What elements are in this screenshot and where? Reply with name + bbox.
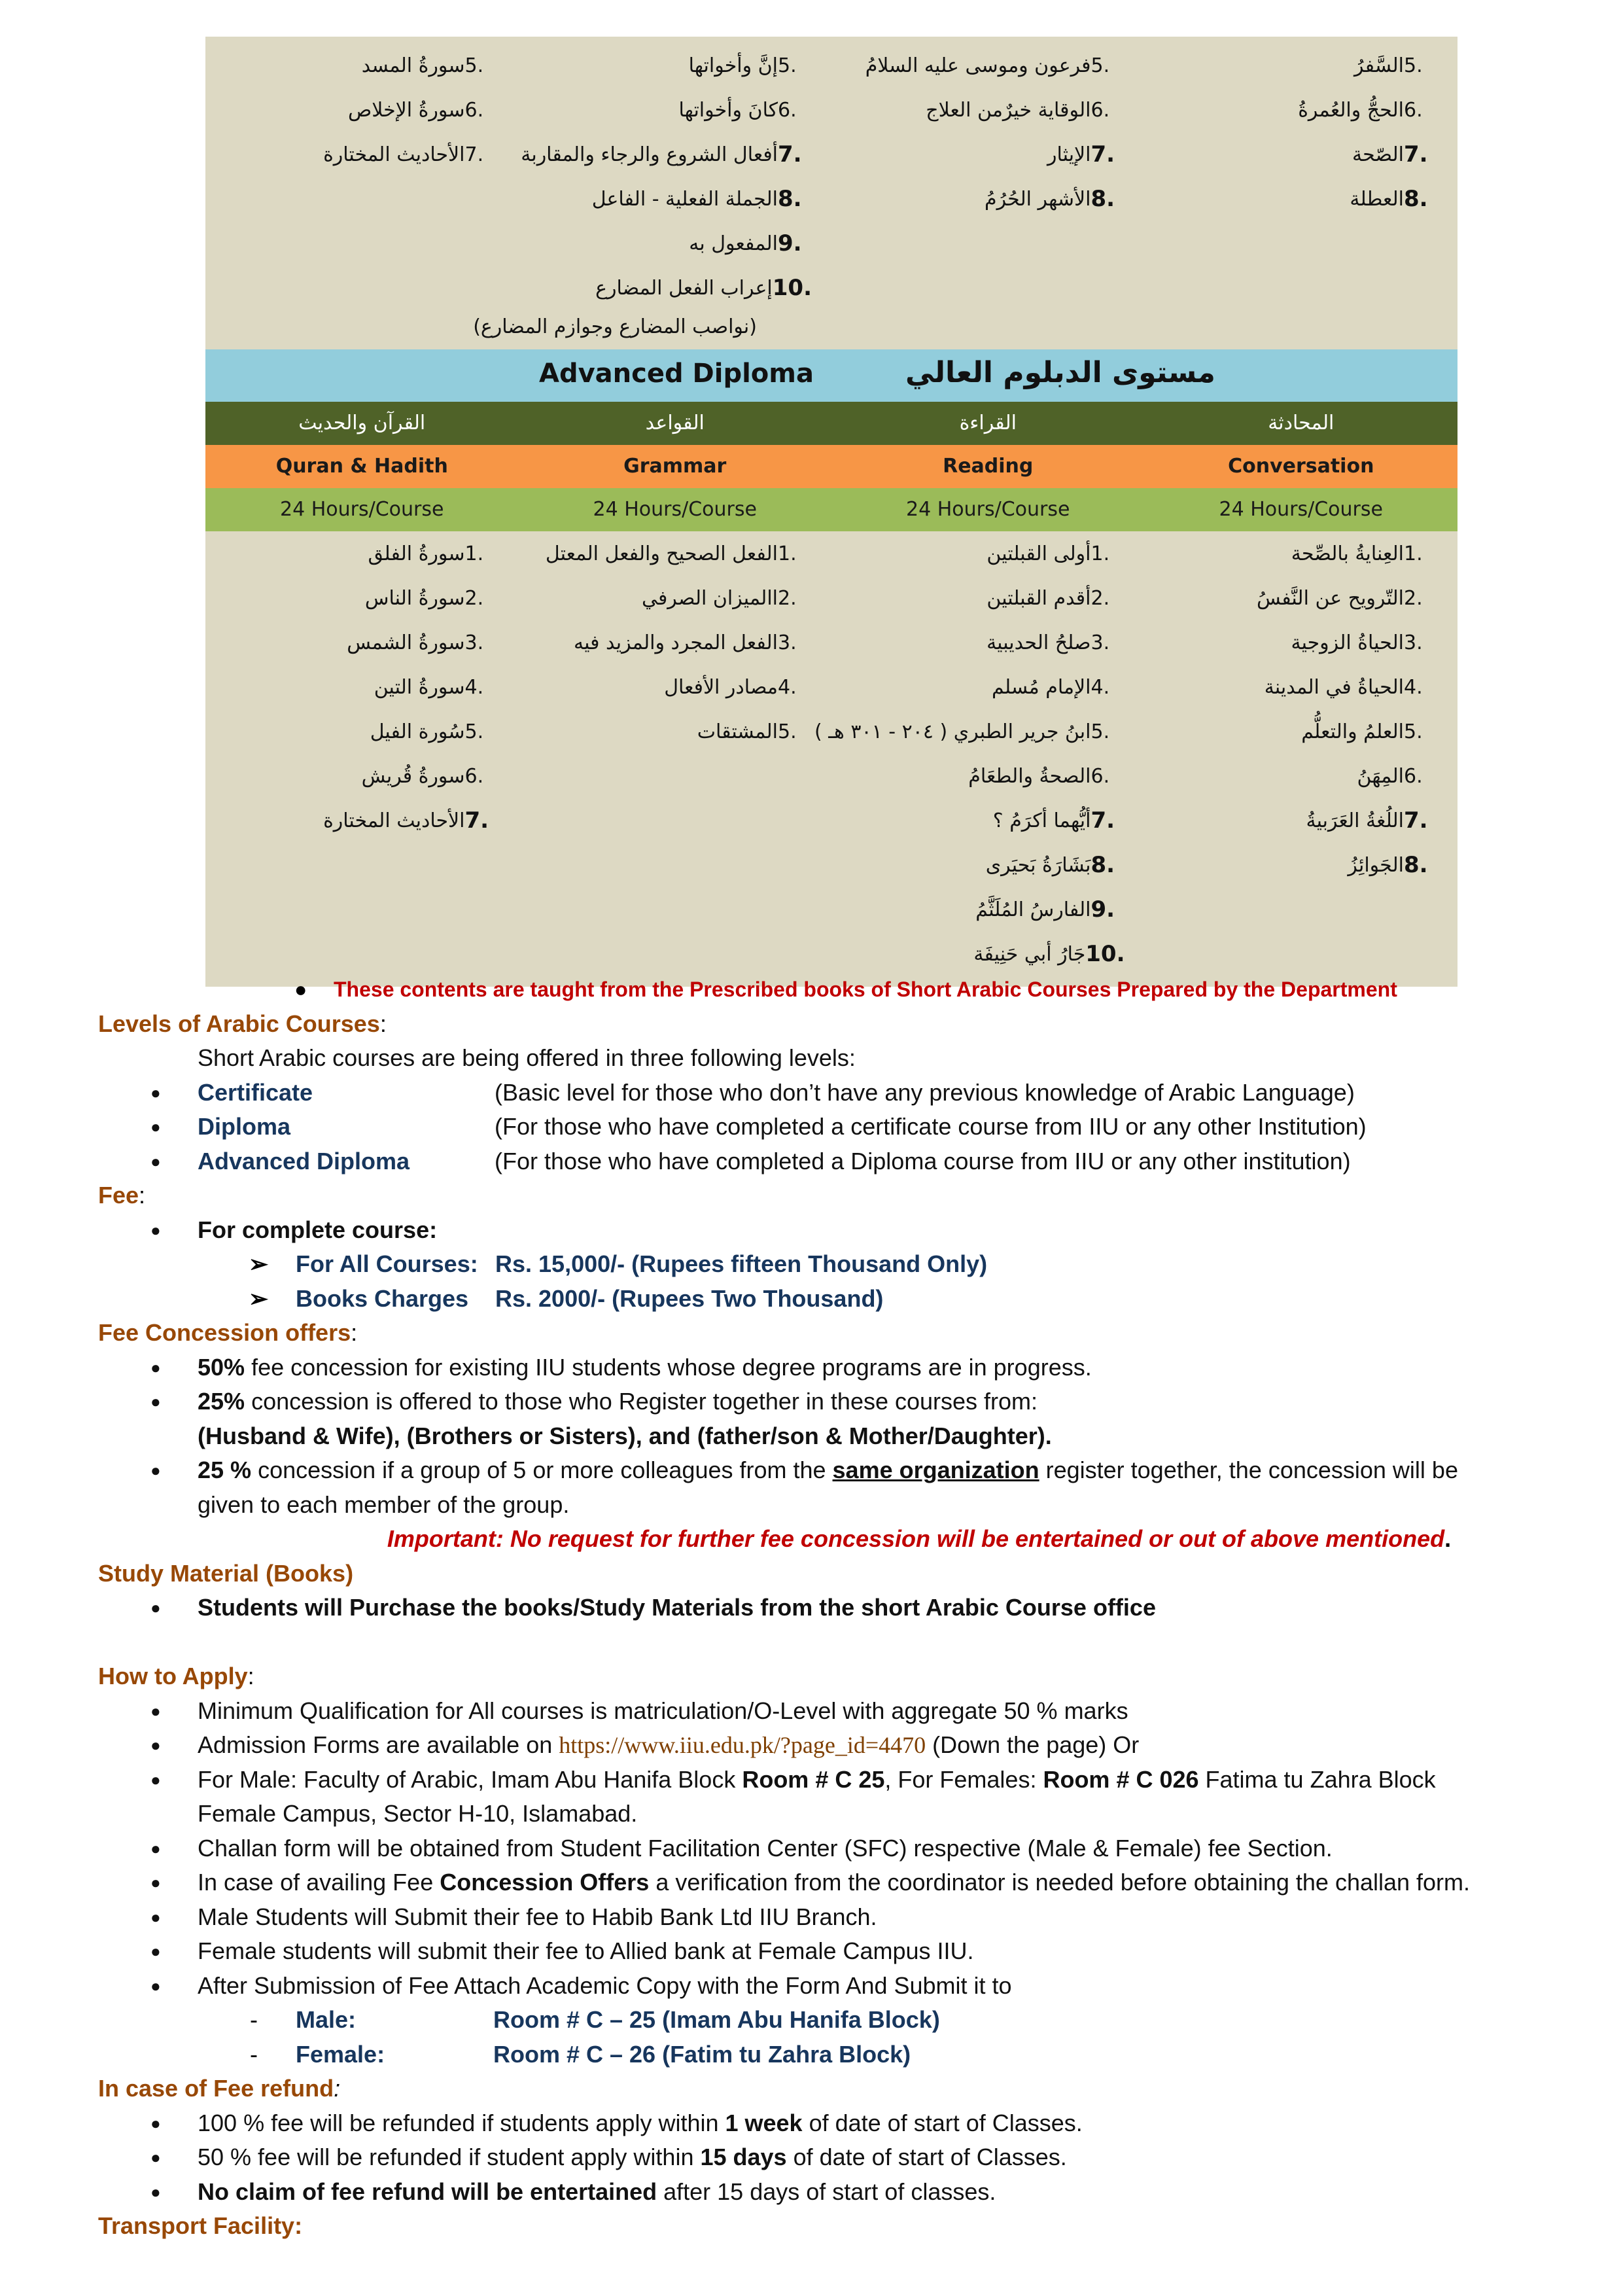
item-number: 6. bbox=[1404, 98, 1423, 122]
list-item bbox=[532, 177, 812, 221]
list-item bbox=[845, 932, 1125, 976]
apply-challan: ● Challan form will be obtained from Student Facilitation Center (SFC) respective (Male & Female) fee Section. bbox=[98, 1831, 1557, 1866]
list-item bbox=[218, 88, 499, 132]
hours-quran: 24 Hours/Course bbox=[280, 498, 444, 521]
item-number: 5. bbox=[1091, 54, 1110, 77]
item-number: 2. bbox=[1091, 586, 1110, 610]
list-item bbox=[845, 754, 1125, 798]
item-text: الوقاية خيرٌمن العلاج bbox=[926, 98, 1091, 122]
fee-complete-course: ● For complete course: bbox=[98, 1213, 1557, 1248]
fee-heading: Fee: bbox=[98, 1182, 146, 1209]
item-number: 8. bbox=[1091, 186, 1115, 212]
list-item bbox=[1158, 665, 1439, 709]
item-number: 3. bbox=[778, 631, 797, 654]
list-item bbox=[845, 620, 1125, 665]
item-number: 5. bbox=[464, 54, 484, 77]
item-number: 3. bbox=[464, 631, 484, 654]
document-body bbox=[98, 972, 1557, 2244]
adv-grammar-column bbox=[519, 531, 832, 976]
list-item bbox=[532, 576, 812, 620]
list-item bbox=[218, 43, 499, 88]
item-text: الحجُّ والعُمرةُ bbox=[1298, 98, 1404, 122]
header-ar-reading: القراءة bbox=[959, 412, 1017, 434]
list-item bbox=[532, 709, 812, 754]
conversation-column bbox=[1145, 43, 1458, 343]
adv-conversation-column bbox=[1145, 531, 1458, 976]
item-number: 5. bbox=[1091, 720, 1110, 743]
list-item bbox=[218, 798, 499, 843]
apply-male-bank: ● Male Students will Submit their fee to Habib Bank Ltd IIU Branch. bbox=[98, 1900, 1557, 1935]
bullet-icon: ● bbox=[150, 1838, 161, 1858]
item-number: 4. bbox=[1091, 675, 1110, 699]
item-number: 9. bbox=[778, 230, 802, 256]
hours-row bbox=[205, 488, 1457, 531]
item-number: 2. bbox=[778, 586, 797, 610]
advanced-diploma-title-ar: مستوى الدبلوم العالي bbox=[905, 356, 1215, 389]
advanced-diploma-title-band bbox=[205, 349, 1457, 402]
level-diploma: ● Diploma (For those who have completed a certificate course from IIU or any other Institution) bbox=[98, 1110, 1557, 1144]
item-text: أفعال الشروع والرجاء والمقاربة bbox=[521, 143, 778, 166]
item-text: الأشهر الحُرُمُ bbox=[985, 187, 1091, 211]
list-item bbox=[218, 531, 499, 576]
bullet-icon: ● bbox=[150, 1769, 161, 1790]
item-number: 1. bbox=[1091, 542, 1110, 565]
bullet-icon: ● bbox=[150, 1151, 161, 1171]
item-number: 7. bbox=[1091, 807, 1115, 834]
refund-item-none: ● No claim of fee refund will be entertained after 15 days of start of classes. bbox=[98, 2175, 1557, 2210]
bullet-icon: ● bbox=[150, 1392, 161, 1411]
list-item bbox=[532, 531, 812, 576]
list-item bbox=[218, 132, 499, 177]
concession-item-25-group: ● 25 % concession if a group of 5 or more colleagues from the same organization register together, the concession will be bbox=[98, 1453, 1557, 1488]
item-text: المفعول به bbox=[689, 232, 778, 255]
list-item bbox=[1158, 531, 1439, 576]
study-material-heading: Study Material (Books) bbox=[98, 1559, 354, 1587]
item-text: أولى القبلتين bbox=[986, 542, 1091, 565]
item-number: 6. bbox=[1091, 98, 1110, 122]
item-text: الصّحة bbox=[1352, 143, 1404, 166]
list-item bbox=[845, 887, 1125, 932]
item-text: الإمام مُسلم bbox=[992, 675, 1091, 699]
item-text: بَشَارَةُ بَحيَرى bbox=[985, 853, 1091, 877]
item-text: الأحاديث المختارة bbox=[323, 143, 465, 166]
item-text: مصادر الأفعال bbox=[664, 675, 778, 699]
list-item bbox=[1158, 754, 1439, 798]
list-item bbox=[845, 132, 1125, 177]
item-number: 10. bbox=[772, 275, 812, 301]
levels-heading: Levels of Arabic Courses: bbox=[98, 1010, 387, 1037]
transport-heading: Transport Facility: bbox=[98, 2212, 303, 2239]
grammar-subline: (نواصب المضارع وجوازم المضارع) bbox=[473, 315, 757, 338]
list-item bbox=[1158, 620, 1439, 665]
item-number: 5. bbox=[778, 720, 797, 743]
apply-male-room: - Male: Room # C – 25 (Imam Abu Hanifa Block) bbox=[98, 2003, 1557, 2038]
bullet-icon: ● bbox=[150, 2181, 161, 2202]
list-item bbox=[1158, 43, 1439, 88]
arrow-bullet-icon: ➢ bbox=[249, 1250, 269, 1277]
how-to-apply-heading: How to Apply: bbox=[98, 1663, 254, 1689]
refund-heading: In case of Fee refund: bbox=[98, 2075, 341, 2102]
item-text: سورةُ التين bbox=[374, 675, 465, 699]
bullet-icon: ● bbox=[150, 1941, 161, 1961]
course-table bbox=[205, 37, 1457, 987]
item-text: سورةُ الإخلاص bbox=[347, 98, 465, 122]
item-text: العلمُ والتعلُّم bbox=[1301, 720, 1404, 743]
list-item bbox=[845, 843, 1125, 887]
list-item bbox=[532, 620, 812, 665]
list-item bbox=[532, 221, 812, 266]
dash-bullet-icon: - bbox=[250, 2006, 258, 2033]
item-text: الفارسُ المُلَثَّمُ bbox=[975, 898, 1091, 921]
list-item bbox=[532, 665, 812, 709]
arrow-bullet-icon: ➢ bbox=[249, 1284, 269, 1312]
list-item bbox=[1158, 132, 1439, 177]
list-item bbox=[218, 754, 499, 798]
item-text: الجَوائِزُ bbox=[1348, 853, 1404, 877]
arabic-header-row bbox=[205, 402, 1457, 445]
item-text: سورةُ قُريش bbox=[361, 764, 465, 788]
bullet-icon: ● bbox=[150, 2147, 161, 2167]
header-ar-quran: القرآن والحديث bbox=[298, 412, 426, 434]
list-item bbox=[218, 620, 499, 665]
apply-female-bank: ● Female students will submit their fee to Allied bank at Female Campus IIU. bbox=[98, 1934, 1557, 1969]
list-item bbox=[845, 88, 1125, 132]
list-item bbox=[845, 665, 1125, 709]
dash-bullet-icon: - bbox=[250, 2040, 258, 2068]
item-number: 7. bbox=[778, 141, 802, 168]
item-text: الفعل المجرد والمزيد فيه bbox=[574, 631, 778, 654]
item-text: سورةُ الشمس bbox=[347, 631, 465, 654]
bullet-icon: ● bbox=[150, 2113, 161, 2133]
apply-concession-verification: ● In case of availing Fee Concession Offers a verification from the coordinator is needed before obtaining the challan form. bbox=[98, 1865, 1557, 1900]
item-number: 5. bbox=[1404, 720, 1423, 743]
item-number: 9. bbox=[1091, 896, 1115, 923]
list-item bbox=[1158, 798, 1439, 843]
item-number: 7. bbox=[1404, 807, 1428, 834]
item-text: الفعل الصحيح والفعل المعتل bbox=[545, 542, 778, 565]
item-number: 10. bbox=[1085, 941, 1125, 967]
item-text: المشتقات bbox=[697, 720, 778, 743]
apply-location-line2: Female Campus, Sector H-10, Islamabad. bbox=[198, 1800, 638, 1827]
item-number: 7. bbox=[464, 807, 489, 834]
item-number: 6. bbox=[464, 764, 484, 788]
important-notice: Important: No request for further fee concession will be entertained or out of above mentioned. bbox=[387, 1525, 1452, 1552]
list-item bbox=[845, 798, 1125, 843]
item-number: 8. bbox=[1404, 186, 1428, 212]
list-item bbox=[845, 531, 1125, 576]
refund-item-100: ● 100 % fee will be refunded if students apply within 1 week of date of start of Classes. bbox=[98, 2106, 1557, 2141]
bullet-icon: ● bbox=[150, 1873, 161, 1892]
list-item bbox=[521, 132, 812, 177]
item-number: 8. bbox=[1091, 852, 1115, 878]
item-number: 6. bbox=[1404, 764, 1423, 788]
concession-item-50: ● 50% fee concession for existing IIU students whose degree programs are in progress. bbox=[98, 1351, 1557, 1385]
bullet-icon: ● bbox=[150, 1735, 161, 1755]
apply-forms: ● Admission Forms are available on https://www.iiu.edu.pk/?page_id=4470 (Down the page) Or bbox=[98, 1728, 1557, 1763]
item-number: 8. bbox=[778, 186, 802, 212]
item-number: 4. bbox=[464, 675, 484, 699]
apply-female-room: - Female: Room # C – 26 (Fatim tu Zahra Block) bbox=[98, 2038, 1557, 2072]
item-text: االميزان الصرفي bbox=[641, 586, 778, 610]
list-item bbox=[1158, 576, 1439, 620]
level-advanced-diploma: ● Advanced Diploma (For those who have completed a Diploma course from IIU or any other institution) bbox=[98, 1144, 1557, 1179]
item-text: المِهَنُ bbox=[1357, 764, 1404, 788]
item-number: 3. bbox=[1404, 631, 1423, 654]
bullet-icon: ● bbox=[150, 1220, 161, 1240]
item-number: 2. bbox=[464, 586, 484, 610]
item-number: 5. bbox=[1404, 54, 1423, 77]
item-text: فرعون وموسى عليه السلامُ bbox=[865, 54, 1091, 77]
adv-reading-column bbox=[814, 531, 1145, 976]
bullet-icon: ● bbox=[150, 1975, 161, 1996]
item-text: العطلة bbox=[1350, 187, 1404, 211]
item-text: اللُغةُ العَرَبيةُ bbox=[1306, 809, 1404, 832]
list-item bbox=[845, 43, 1125, 88]
quran-hadith-column bbox=[205, 43, 519, 343]
item-number: 4. bbox=[1404, 675, 1423, 699]
refund-item-50: ● 50 % fee will be refunded if student apply within 15 days of date of start of Classes. bbox=[98, 2140, 1557, 2175]
list-item bbox=[218, 576, 499, 620]
fee-all-courses: ➢ For All Courses: Rs. 15,000/- (Rupees fifteen Thousand Only) bbox=[98, 1247, 1557, 1282]
fee-books-charges: ➢ Books Charges Rs. 2000/- (Rupees Two Thousand) bbox=[98, 1282, 1557, 1316]
bullet-icon: ● bbox=[150, 1907, 161, 1927]
admission-form-link[interactable]: https://www.iiu.edu.pk/?page_id=4470 bbox=[559, 1732, 926, 1758]
english-header-row bbox=[205, 445, 1457, 488]
list-item bbox=[532, 266, 812, 310]
level-certificate: ● Certificate (Basic level for those who don’t have any previous knowledge of Arabic Language) bbox=[98, 1076, 1557, 1110]
item-number: 6. bbox=[1091, 764, 1110, 788]
item-number: 6. bbox=[464, 98, 484, 122]
item-number: 5. bbox=[464, 720, 484, 743]
item-number: 1. bbox=[464, 542, 484, 565]
item-text: إعراب الفعل المضارع bbox=[595, 276, 773, 300]
list-item bbox=[218, 665, 499, 709]
header-en-conversation: Conversation bbox=[1228, 455, 1374, 478]
list-item bbox=[532, 43, 812, 88]
item-text: التّرويح عن النَّفسُ bbox=[1256, 586, 1404, 610]
hours-conversation: 24 Hours/Course bbox=[1219, 498, 1383, 521]
study-material-item: ● Students will Purchase the books/Study Materials from the short Arabic Course office bbox=[98, 1591, 1557, 1625]
item-number: 5. bbox=[778, 54, 797, 77]
item-text: كانَ وأخواتها bbox=[678, 98, 778, 122]
item-text: صلحُ الحديبية bbox=[986, 631, 1091, 654]
item-text: أيُّهما أكرَمُ ؟ bbox=[992, 809, 1091, 832]
bullet-icon: ● bbox=[150, 1701, 161, 1721]
item-text: العِنايةُ بالصِّحة bbox=[1291, 542, 1404, 565]
item-number: 7. bbox=[1404, 141, 1428, 168]
item-text: جَارُ أبي حَنِيفَة bbox=[973, 942, 1086, 966]
grammar-column bbox=[473, 43, 832, 343]
item-text: سورةُ المسد bbox=[361, 54, 465, 77]
hours-grammar: 24 Hours/Course bbox=[593, 498, 757, 521]
item-number: 3. bbox=[1091, 631, 1110, 654]
item-number: 2. bbox=[1404, 586, 1423, 610]
reading-column bbox=[831, 43, 1145, 343]
list-item bbox=[1158, 177, 1439, 221]
item-text: الأحاديث المختارة bbox=[323, 809, 465, 832]
list-item bbox=[1158, 88, 1439, 132]
bullet-icon: ● bbox=[150, 1117, 161, 1137]
item-text: الإيثار bbox=[1047, 143, 1091, 166]
header-en-grammar: Grammar bbox=[623, 455, 727, 478]
header-en-reading: Reading bbox=[943, 455, 1034, 478]
diploma-continuation-block bbox=[205, 37, 1457, 349]
list-item bbox=[532, 88, 812, 132]
item-text: الصحةُ والطعَامُ bbox=[968, 764, 1091, 788]
item-number: 7. bbox=[464, 143, 484, 166]
header-ar-grammar: القواعد bbox=[645, 412, 705, 434]
item-number: 6. bbox=[778, 98, 797, 122]
concession-family-list: (Husband & Wife), (Brothers or Sisters), and (father/son & Mother/Daughter). bbox=[198, 1422, 1052, 1449]
header-ar-conversation: المحادثة bbox=[1268, 412, 1335, 434]
bullet-icon: ● bbox=[294, 978, 307, 1001]
item-text: الحياةُ في المدينة bbox=[1264, 675, 1404, 699]
apply-qualification: ● Minimum Qualification for All courses is matriculation/O-Level with aggregate 50 % marks bbox=[98, 1694, 1557, 1729]
list-item bbox=[845, 576, 1125, 620]
concession-item-25-family: ● 25% concession is offered to those who Register together in these courses from: bbox=[98, 1385, 1557, 1419]
item-number: 1. bbox=[1404, 542, 1423, 565]
bullet-icon: ● bbox=[150, 1460, 161, 1480]
item-text: السَّفرُ bbox=[1354, 54, 1404, 77]
concession-heading: Fee Concession offers: bbox=[98, 1319, 358, 1346]
adv-quran-column bbox=[205, 531, 519, 976]
list-item bbox=[845, 177, 1125, 221]
levels-intro: Short Arabic courses are being offered in three following levels: bbox=[198, 1044, 856, 1071]
item-text: سورةُ الناس bbox=[364, 586, 465, 610]
item-number: 4. bbox=[778, 675, 797, 699]
advanced-diploma-block bbox=[205, 531, 1457, 987]
bullet-icon: ● bbox=[150, 1598, 161, 1617]
list-item bbox=[1158, 709, 1439, 754]
item-text: الحياةُ الزوجية bbox=[1291, 631, 1404, 654]
item-text: ابنُ جرير الطبري ( ٢٠٤ - ٣٠١ هـ ) bbox=[814, 720, 1091, 743]
list-item bbox=[218, 709, 499, 754]
advanced-diploma-title-en: Advanced Diploma bbox=[539, 359, 814, 389]
bullet-icon: ● bbox=[150, 1357, 161, 1377]
list-item bbox=[1158, 843, 1439, 887]
header-en-quran: Quran & Hadith bbox=[275, 455, 448, 478]
item-text: الجملة الفعلية - الفاعل bbox=[591, 187, 778, 211]
item-text: أقدم القبلتين bbox=[986, 586, 1091, 610]
hours-reading: 24 Hours/Course bbox=[906, 498, 1070, 521]
apply-location: ● For Male: Faculty of Arabic, Imam Abu Hanifa Block Room # C 25, For Females: Room # C 026 Fatima tu Zahra Block bbox=[98, 1763, 1557, 1797]
item-text: سُورة الفيل bbox=[370, 720, 465, 743]
item-text: إنَّ وأخواتها bbox=[688, 54, 778, 77]
prescribed-books-note: ● These contents are taught from the Prescribed books of Short Arabic Courses Prepared by the Department bbox=[98, 972, 1557, 1007]
bullet-icon: ● bbox=[150, 1082, 161, 1103]
item-number: 1. bbox=[778, 542, 797, 565]
concession-group-line2: given to each member of the group. bbox=[198, 1491, 570, 1518]
apply-submit: ● After Submission of Fee Attach Academic Copy with the Form And Submit it to bbox=[98, 1969, 1557, 2004]
item-text: سورةُ الفلق bbox=[368, 542, 465, 565]
item-number: 8. bbox=[1404, 852, 1428, 878]
list-item bbox=[814, 709, 1125, 754]
item-number: 7. bbox=[1091, 141, 1115, 168]
